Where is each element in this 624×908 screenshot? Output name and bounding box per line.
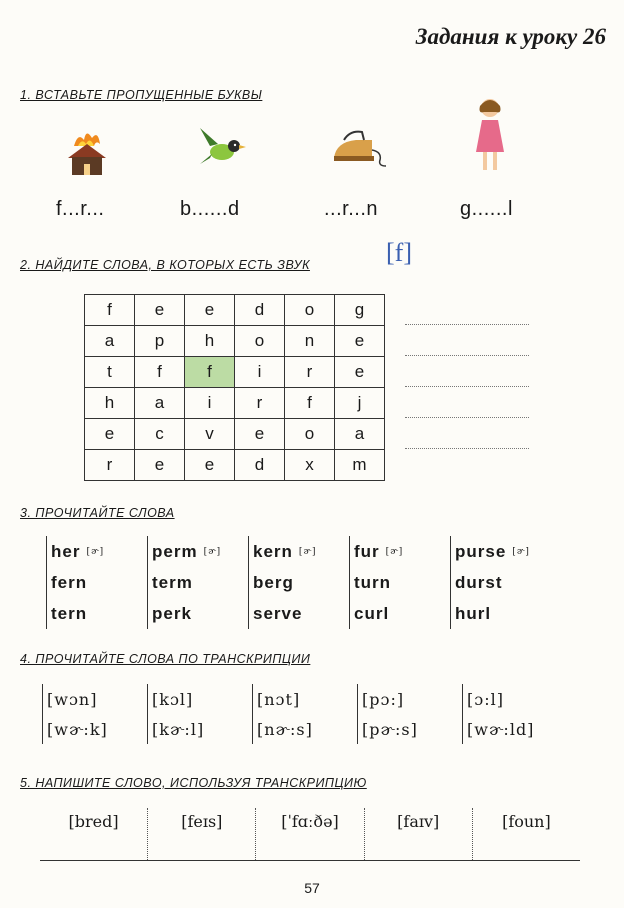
answer-line[interactable] — [405, 324, 529, 325]
grid-cell[interactable]: r — [235, 388, 285, 419]
grid-cell[interactable]: v — [185, 419, 235, 450]
grid-cell[interactable]: o — [285, 419, 335, 450]
word: fur — [354, 541, 380, 561]
grid-cell[interactable]: f — [135, 357, 185, 388]
transcription: [ɔ:l] — [467, 689, 504, 709]
grid-cell[interactable]: h — [85, 388, 135, 419]
word: purse — [455, 541, 507, 561]
grid-cell[interactable]: f — [185, 357, 235, 388]
grid-cell[interactable]: e — [335, 357, 385, 388]
transcription: [pɚ:s] — [362, 719, 418, 739]
grid-cell[interactable]: a — [135, 388, 185, 419]
grid-cell[interactable]: f — [85, 295, 135, 326]
transcription-column — [462, 684, 567, 744]
grid-cell[interactable]: e — [85, 419, 135, 450]
answer-line[interactable] — [405, 417, 529, 418]
answer-line[interactable] — [405, 448, 529, 449]
grid-cell[interactable]: c — [135, 419, 185, 450]
letter-grid — [84, 294, 385, 481]
grid-cell[interactable]: e — [135, 450, 185, 481]
grid-cell[interactable]: p — [135, 326, 185, 357]
grid-cell[interactable]: m — [335, 450, 385, 481]
word: berg — [253, 572, 294, 592]
task5-heading: 5. НАПИШИТЕ СЛОВО, ИСПОЛЬЗУЯ ТРАНСКРИПЦИЮ — [20, 776, 367, 790]
grid-cell[interactable]: t — [85, 357, 135, 388]
grid-cell[interactable]: a — [335, 419, 385, 450]
page-number: 57 — [304, 880, 320, 896]
grid-cell[interactable]: h — [185, 326, 235, 357]
task1-word: ...r...n — [324, 198, 379, 220]
word: kern — [253, 541, 293, 561]
grid-cell[interactable]: e — [235, 419, 285, 450]
page-title: Задания к уроку 26 — [415, 24, 606, 49]
ipa-label: [ɚ] — [512, 546, 530, 557]
transcription: [kɔl] — [152, 689, 194, 709]
word-columns — [46, 536, 551, 629]
ipa-label: [ɚ] — [385, 546, 404, 557]
transcription-cell[interactable]: [foun] — [472, 808, 580, 860]
word: term — [152, 572, 193, 592]
iron-icon — [330, 126, 390, 170]
grid-cell[interactable]: x — [285, 450, 335, 481]
grid-cell[interactable]: n — [285, 326, 335, 357]
transcription-column — [42, 684, 147, 744]
grid-cell[interactable]: f — [285, 388, 335, 419]
ipa-label: [ɚ] — [86, 546, 105, 557]
transcription: [pɔ:] — [362, 689, 405, 709]
transcription-column — [357, 684, 462, 744]
word: durst — [455, 572, 503, 592]
task1-word: g......l — [460, 198, 513, 220]
word: turn — [354, 572, 392, 592]
transcription-cell[interactable]: [faɪv] — [364, 808, 472, 860]
word-column — [248, 536, 349, 629]
word: curl — [354, 603, 390, 623]
task1-word: f...r... — [56, 198, 105, 220]
transcription-cell[interactable]: [ˈfɑːðə] — [255, 808, 363, 860]
answer-line[interactable] — [405, 386, 529, 387]
burning-house-icon — [60, 126, 114, 180]
transcription: [wɔn] — [47, 689, 98, 709]
word: fern — [51, 572, 88, 592]
grid-cell[interactable]: g — [335, 295, 385, 326]
grid-cell[interactable]: d — [235, 295, 285, 326]
word-column — [147, 536, 248, 629]
grid-cell[interactable]: e — [185, 450, 235, 481]
transcription-column — [147, 684, 252, 744]
transcription: [wɚ:ld] — [467, 719, 535, 739]
grid-cell[interactable]: j — [335, 388, 385, 419]
transcription-column — [252, 684, 357, 744]
word: perk — [152, 603, 192, 623]
grid-cell[interactable]: r — [285, 357, 335, 388]
word: serve — [253, 603, 303, 623]
transcription: [kɚ:l] — [152, 719, 205, 739]
word: tern — [51, 603, 88, 623]
ipa-label: [ɚ] — [203, 546, 222, 557]
transcription: [wɚ:k] — [47, 719, 108, 739]
task2-heading: 2. НАЙДИТЕ СЛОВА, В КОТОРЫХ ЕСТЬ ЗВУК — [20, 258, 310, 272]
grid-cell[interactable]: i — [235, 357, 285, 388]
grid-cell[interactable]: o — [235, 326, 285, 357]
ipa-label: [ɚ] — [298, 546, 317, 557]
grid-cell[interactable]: e — [185, 295, 235, 326]
task4-heading: 4. ПРОЧИТАЙТЕ СЛОВА ПО ТРАНСКРИПЦИИ — [20, 652, 311, 666]
sound-symbol: [f] — [386, 238, 412, 267]
grid-cell[interactable]: d — [235, 450, 285, 481]
grid-cell[interactable]: o — [285, 295, 335, 326]
task1-word: b......d — [180, 198, 240, 220]
word: perm — [152, 541, 198, 561]
word-column — [450, 536, 551, 629]
word-column — [349, 536, 450, 629]
word: hurl — [455, 603, 492, 623]
grid-cell[interactable]: e — [335, 326, 385, 357]
grid-cell[interactable]: i — [185, 388, 235, 419]
task1-heading: 1. ВСТАВЬТЕ ПРОПУЩЕННЫЕ БУКВЫ — [20, 88, 263, 102]
transcription: [nɚ:s] — [257, 719, 313, 739]
word: her — [51, 541, 81, 561]
word-column — [46, 536, 147, 629]
transcription-answer-row — [40, 808, 580, 861]
girl-icon — [470, 96, 510, 176]
transcription: [nɔt] — [257, 689, 301, 709]
transcription-cell[interactable]: [bred] — [68, 812, 119, 831]
transcription-cell[interactable]: [feɪs] — [147, 808, 255, 860]
grid-cell[interactable]: e — [135, 295, 185, 326]
answer-line[interactable] — [405, 355, 529, 356]
bird-icon — [196, 124, 252, 174]
grid-cell[interactable]: r — [85, 450, 135, 481]
transcription-columns — [42, 684, 567, 744]
task3-heading: 3. ПРОЧИТАЙТЕ СЛОВА — [20, 506, 175, 520]
grid-cell[interactable]: a — [85, 326, 135, 357]
